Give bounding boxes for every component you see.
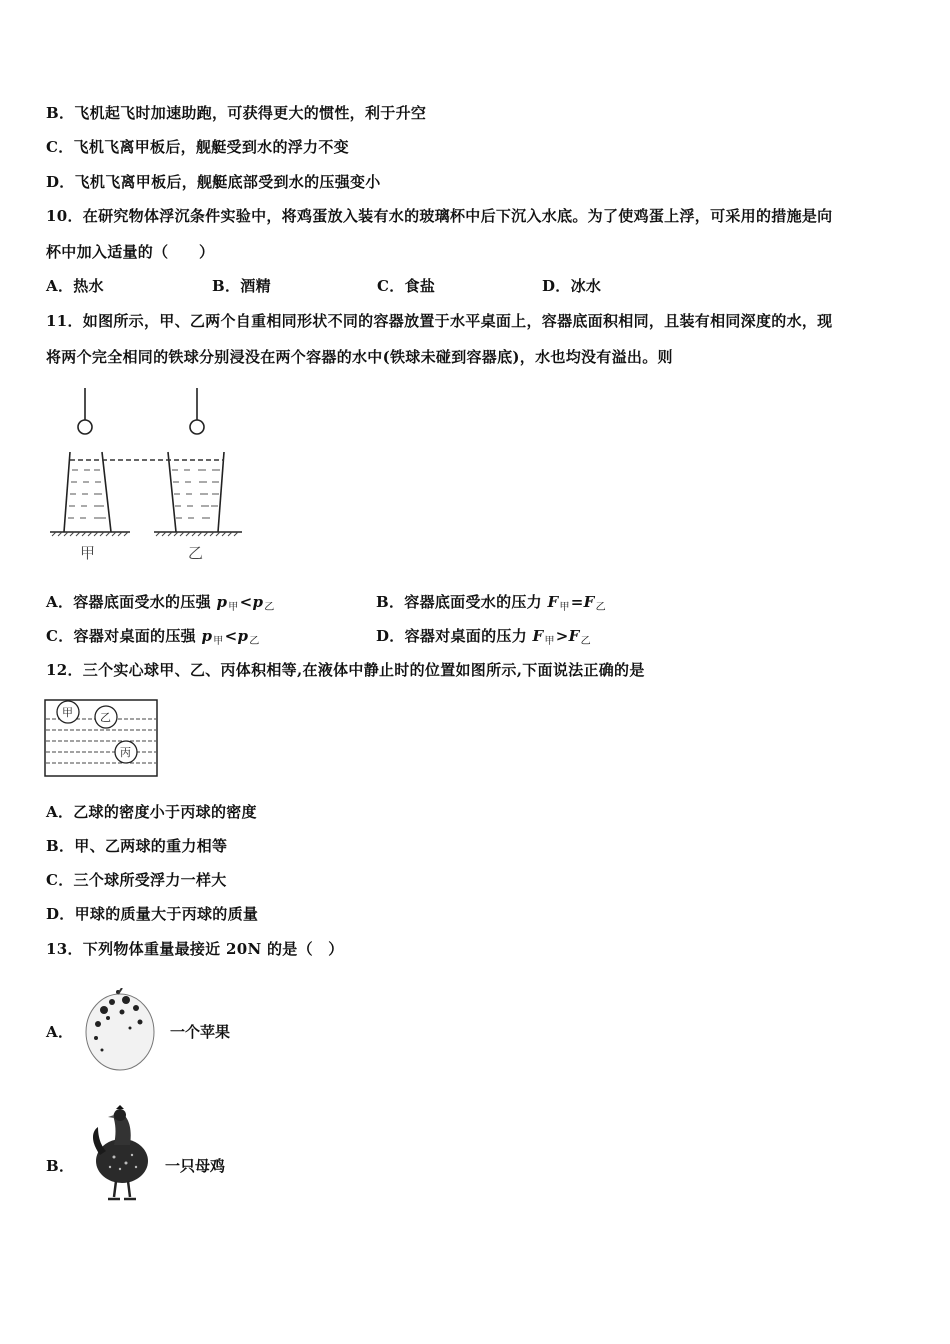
q13-option-b-text: 一只母鸡 bbox=[165, 1157, 226, 1175]
sym-f: F bbox=[583, 593, 595, 611]
q10-option-d: D．冰水 bbox=[542, 277, 602, 295]
relation-b: = bbox=[570, 593, 584, 611]
sub-yi: 乙 bbox=[264, 602, 275, 613]
q10-stem-line1: 10．在研究物体浮沉条件实验中，将鸡蛋放入装有水的玻璃杯中后下沉入水底。为了使鸡蛋上浮，可采用的措施是向 bbox=[46, 207, 833, 225]
sym-f: F bbox=[532, 627, 544, 645]
q13-stem: 13．下列物体重量最接近 20N 的是（ ） bbox=[46, 940, 344, 958]
q11-option-d-text: D．容器对桌面的压力 bbox=[376, 627, 533, 645]
ball-jia-label: 甲 bbox=[62, 706, 73, 719]
sym-f: F bbox=[568, 627, 580, 645]
q13-option-b-letter: B． bbox=[46, 1157, 75, 1175]
sym-p: p bbox=[201, 627, 213, 645]
fig-label-jia: 甲 bbox=[80, 544, 96, 562]
q12-option-d: D．甲球的质量大于丙球的质量 bbox=[46, 905, 259, 923]
q11-option-a-text: A．容器底面受水的压强 bbox=[46, 593, 217, 611]
q9-option-d: D．飞机飞离甲板后，舰艇底部受到水的压强变小 bbox=[46, 173, 381, 191]
sub-yi: 乙 bbox=[249, 636, 260, 647]
q10-option-c: C．食盐 bbox=[377, 277, 436, 295]
sub-jia: 甲 bbox=[228, 602, 239, 613]
q12-option-a: A．乙球的密度小于丙球的密度 bbox=[46, 803, 257, 821]
sub-jia: 甲 bbox=[559, 602, 570, 613]
q12-option-b: B．甲、乙两球的重力相等 bbox=[46, 837, 228, 855]
sub-jia: 甲 bbox=[544, 636, 555, 647]
fig-label-yi: 乙 bbox=[188, 544, 204, 562]
q12-option-c: C．三个球所受浮力一样大 bbox=[46, 871, 227, 889]
sym-p: p bbox=[216, 593, 228, 611]
q11-option-b-text: B．容器底面受水的压力 bbox=[376, 593, 548, 611]
sym-f: F bbox=[547, 593, 559, 611]
sub-jia: 甲 bbox=[213, 636, 224, 647]
q10-option-b: B．酒精 bbox=[212, 277, 271, 295]
q11-option-a bbox=[46, 591, 276, 612]
sub-yi: 乙 bbox=[595, 602, 606, 613]
q11-containers-figure bbox=[44, 386, 254, 566]
sym-p: p bbox=[237, 627, 249, 645]
q13-option-a-letter: A． bbox=[46, 1023, 74, 1041]
q12-balls-figure bbox=[44, 697, 160, 779]
relation-c: < bbox=[224, 627, 238, 645]
q12-stem: 12．三个实心球甲、乙、丙体积相等,在液体中静止时的位置如图所示,下面说法正确的是 bbox=[46, 661, 645, 679]
sub-yi: 乙 bbox=[580, 636, 591, 647]
ball-yi-label: 乙 bbox=[100, 711, 111, 724]
q10-option-a: A．热水 bbox=[46, 277, 104, 295]
q11-stem-line2: 将两个完全相同的铁球分别浸没在两个容器的水中(铁球未碰到容器底)，水也均没有溢出。则 bbox=[46, 348, 673, 366]
q11-option-c bbox=[46, 625, 261, 646]
q10-stem-line2: 杯中加入适量的（ ） bbox=[46, 243, 215, 261]
ball-bing-label: 丙 bbox=[120, 746, 131, 759]
apple-image bbox=[82, 988, 158, 1072]
q11-option-c-text: C．容器对桌面的压强 bbox=[46, 627, 202, 645]
relation-a: < bbox=[239, 593, 253, 611]
hen-image bbox=[86, 1105, 160, 1203]
q9-option-c: C．飞机飞离甲板后，舰艇受到水的浮力不变 bbox=[46, 138, 349, 156]
q9-option-b: B．飞机起飞时加速助跑，可获得更大的惯性，利于升空 bbox=[46, 104, 427, 122]
relation-d: > bbox=[555, 627, 569, 645]
q13-option-a-text: 一个苹果 bbox=[170, 1023, 231, 1041]
q11-option-b bbox=[376, 591, 607, 612]
sym-p: p bbox=[252, 593, 264, 611]
q11-option-d bbox=[376, 625, 592, 646]
q11-stem-line1: 11．如图所示，甲、乙两个自重相同形状不同的容器放置于水平桌面上，容器底面积相同，且装有相同深度的水，现 bbox=[46, 312, 833, 330]
